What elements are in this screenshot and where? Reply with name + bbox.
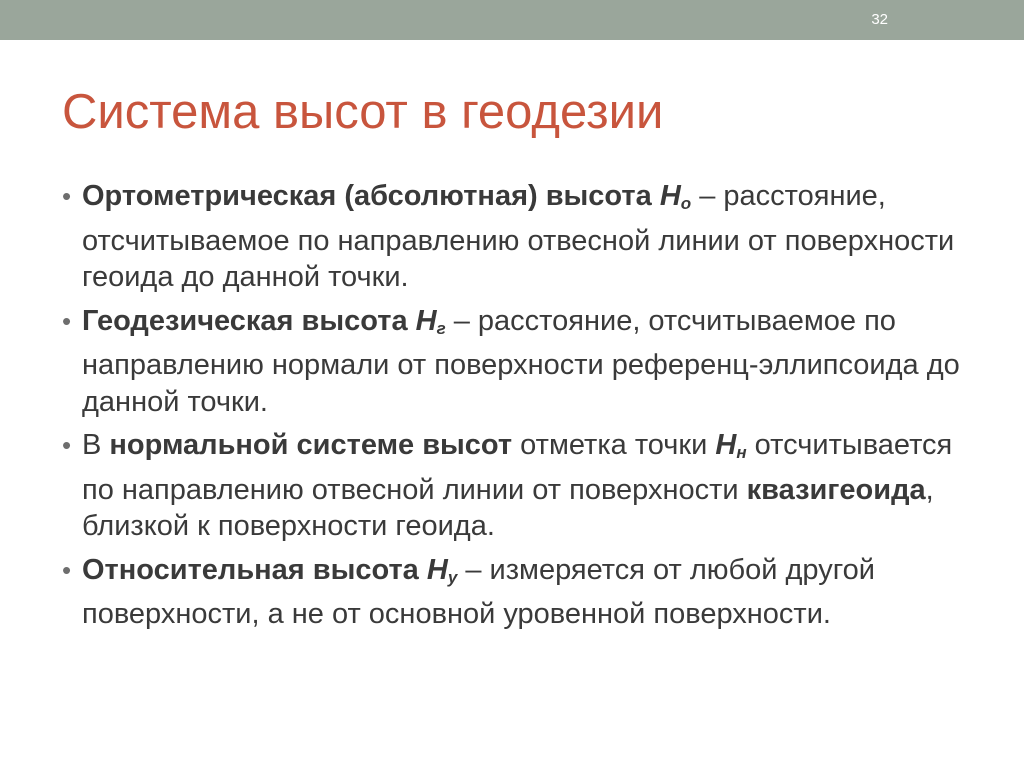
symbol-h-o: $H_о$ [659,180,692,213]
prefix-normal-heights: В [82,429,110,461]
term-normal-heights: нормальной системе высот [109,429,513,461]
term-relative-height: Относительная высота [82,553,419,586]
symbol-h-u: $H_у$ [426,553,458,587]
bullet-geodetic-height [62,303,972,421]
term-orthometric-height: Ортометрическая (абсолютная) высота [82,180,652,212]
mid-normal-heights: отметка точки [512,429,716,461]
slide-title: Система высот в геодезии [62,85,664,139]
bullet-dot-icon: • [62,181,72,211]
description-geodetic-height: – расстояние, отсчитываемое по направлению нормали от поверхности референц-эллипсоида до данной точки. [82,304,960,418]
description-normal-heights: отсчитывается по направлению отвесной линии от поверхности [82,429,953,506]
description-orthometric-height: – расстояние, отсчитываемое по направлению отвесной линии от поверхности геоида до данной точки. [82,180,955,293]
slide-content [62,178,972,640]
bullet-dot-icon: • [62,305,72,336]
term-geodetic-height: Геодезическая высота [82,304,408,337]
top-band [0,0,1024,40]
bullet-dot-icon: • [62,430,72,460]
description-relative-height: – измеряется от любой другой поверхности, а не от основной уровенной поверхности. [82,553,875,630]
bullet-orthometric-height [62,178,972,296]
bullet-normal-heights [62,427,972,545]
bullet-list [62,178,972,633]
suffix-normal-heights: , близкой к поверхности геоида. [82,473,934,542]
term-quasigeoid: квазигеоида [746,473,926,506]
bullet-relative-height [62,552,972,633]
symbol-h-g: $H_г$ [415,304,446,338]
slide-number: 32 [871,11,888,28]
bullet-dot-icon: • [62,554,72,585]
symbol-h-n: $H_н$ [715,429,747,462]
